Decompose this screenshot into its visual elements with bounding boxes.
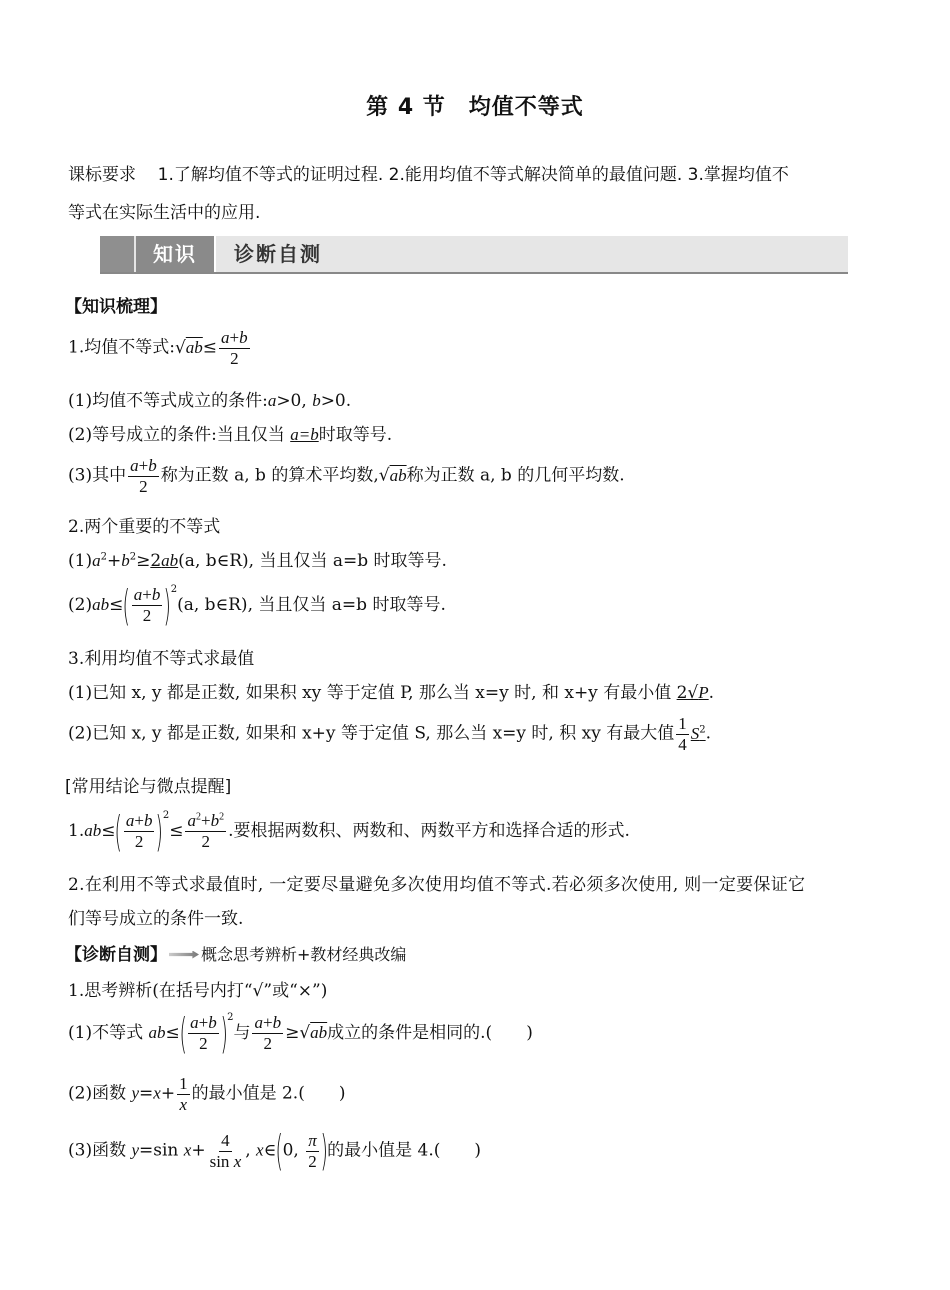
question-1b: (2)函数 y=x+ $\frac{1}{x}$ 的最小值是 2.( )	[68, 1074, 346, 1114]
requirement-text-line1: 1.了解均值不等式的证明过程. 2.能用均值不等式解决简单的最值问题. 3.掌握均值不	[157, 165, 789, 185]
item-1b-prefix: (2)等号成立的条件:当且仅当	[68, 425, 291, 445]
item-2: 2.两个重要的不等式	[68, 517, 221, 537]
item-2b: (2)ab≤( $\frac{a+b}{2}$ )$^2$(a, b∈R), 当且仅当 a=b 时取等号.	[68, 580, 446, 630]
item-2a-suffix: (a, b∈R), 当且仅当 a=b 时取等号.	[178, 551, 447, 571]
item-3a: (1)已知 x, y 都是正数, 如果积 xy 等于定值 P, 那么当 x=y 时, 和 x+y 有最小值 2√P.	[68, 683, 715, 703]
q1c-prefix: (3)函数	[68, 1140, 132, 1161]
item-2a: $(1)a^2+b^2\ge 2ab(a$, b∈R), 当且仅当 a=b 时取等号.	[68, 551, 447, 571]
item-1-text: 1.均值不等式:	[68, 337, 175, 358]
answer-max-value: $S^2$	[690, 723, 706, 743]
diagnosis-title: 【诊断自测】	[65, 945, 167, 965]
item-1a: (1)均值不等式成立的条件:a>0, b>0.	[68, 391, 352, 411]
page-title: 第 4 节 均值不等式	[366, 95, 584, 120]
item-3: 3.利用均值不等式求最值	[68, 649, 255, 669]
requirement-label: 课标要求	[68, 165, 136, 185]
q1c-suffix: 的最小值是 4.( )	[327, 1140, 482, 1161]
conclusion-2-line2: 们等号成立的条件一致.	[68, 909, 244, 929]
heading-knowledge: 【知识梳理】	[65, 297, 167, 317]
frac-c1: $\frac{a+b}{2}$	[125, 811, 153, 851]
frac-quarter: $\frac{1}{4}$	[678, 714, 687, 754]
q1a-suffix: 成立的条件是相同的.( )	[327, 1023, 533, 1043]
answer-min-value: 2√P	[676, 683, 709, 703]
item-1a-text: (1)均值不等式成立的条件:	[68, 391, 268, 411]
banner-box-label: 知识	[136, 236, 214, 272]
item-3b-text: (2)已知 x, y 都是正数, 如果和 x+y 等于定值 S, 那么当 x=y 时, 积 xy 有最大值	[68, 723, 675, 744]
conclusion-1: 1.ab≤( $\frac{a+b}{2}$ )$^2$≤ $\frac{a^2+b^2}{2}$ .要根据两数积、两数和、两数平方和选择合适的形式.	[68, 806, 630, 856]
frac-mean: $\frac{a+b}{2}$	[130, 456, 157, 496]
frac-pi-over-2: $\frac{\pi}{2}$	[308, 1130, 317, 1171]
radical-ab-2: √ab	[378, 465, 407, 486]
frac-one-over-x: $\frac{1}{x}$	[179, 1074, 188, 1114]
arrow-icon	[169, 951, 199, 959]
item-1b-suffix: 时取等号.	[318, 425, 393, 445]
diagnosis-subtitle: 概念思考辨析+教材经典改编	[201, 945, 407, 964]
conclusion-2-line1: 2.在利用不等式求最值时, 一定要尽量避免多次使用均值不等式.若必须多次使用, 则一定要保证它	[68, 875, 806, 895]
q1a-prefix: (1)不等式	[68, 1023, 149, 1043]
frac-4-over-sinx: $\frac{4}{\text{sin x}}$	[209, 1130, 242, 1171]
frac-a-plus-b-over-2: $\frac{a+b}{2}$	[221, 328, 248, 368]
item-1: 1.均值不等式:√ab≤ $\frac{a+b}{2}$	[68, 328, 248, 368]
question-1: 1.思考辨析(在括号内打“√”或“×”)	[68, 981, 328, 1001]
item-1c	[68, 456, 625, 496]
course-requirements	[68, 160, 789, 185]
frac-q1a-2: $\frac{a+b}{2}$	[254, 1013, 282, 1053]
answer-2ab: 2ab	[150, 551, 179, 571]
item-2b-suffix: (a, b∈R), 当且仅当 a=b 时取等号.	[177, 595, 446, 615]
item-3a-text: (1)已知 x, y 都是正数, 如果积 xy 等于定值 P, 那么当 x=y 时, 和 x+y 有最小值	[68, 683, 677, 703]
conclusion-1-text: .要根据两数积、两数和、两数平方和选择合适的形式.	[228, 821, 630, 841]
frac-2b: $\frac{a+b}{2}$	[133, 585, 161, 625]
q1b-suffix: 的最小值是 2.( )	[191, 1083, 346, 1104]
item-3b: (2)已知 x, y 都是正数, 如果和 x+y 等于定值 S, 那么当 x=y 时, 积 xy 有最大值 $\frac{1}{4}$ $S^2$.	[68, 714, 712, 754]
requirement-text-line2: 等式在实际生活中的应用.	[68, 203, 261, 223]
item-1b	[68, 420, 392, 445]
banner-title: 诊断自测	[234, 242, 322, 266]
radical-ab: √ab	[174, 337, 203, 358]
question-1a: (1)不等式 ab≤( $\frac{a+b}{2}$ )$^2$与 $\frac{a+b}{2}$ ≥√ab成立的条件是相同的.( )	[68, 1008, 533, 1058]
q1b-prefix: (2)函数	[68, 1083, 132, 1104]
question-1c: (3)函数 y=sin x+ $\frac{4}{\text{sin x}}$ , x∈(0, $\frac{\pi}{2}$ )的最小值是 4.( )	[68, 1126, 482, 1175]
q1a-mid: 与	[233, 1023, 251, 1043]
section-banner	[100, 236, 848, 274]
heading-diagnosis	[65, 940, 406, 965]
item-1c-mid: 称为正数 a, b 的算术平均数,	[160, 465, 379, 486]
frac-squares: $\frac{a^2+b^2}{2}$	[187, 811, 225, 851]
item-1c-prefix: (3)其中	[68, 465, 127, 486]
heading-conclusions: [常用结论与微点提醒]	[65, 777, 232, 797]
item-1c-suffix: 称为正数 a, b 的几何平均数.	[406, 465, 625, 486]
answer-a-equals-b: a=b	[290, 425, 319, 444]
frac-q1a: $\frac{a+b}{2}$	[190, 1013, 217, 1053]
